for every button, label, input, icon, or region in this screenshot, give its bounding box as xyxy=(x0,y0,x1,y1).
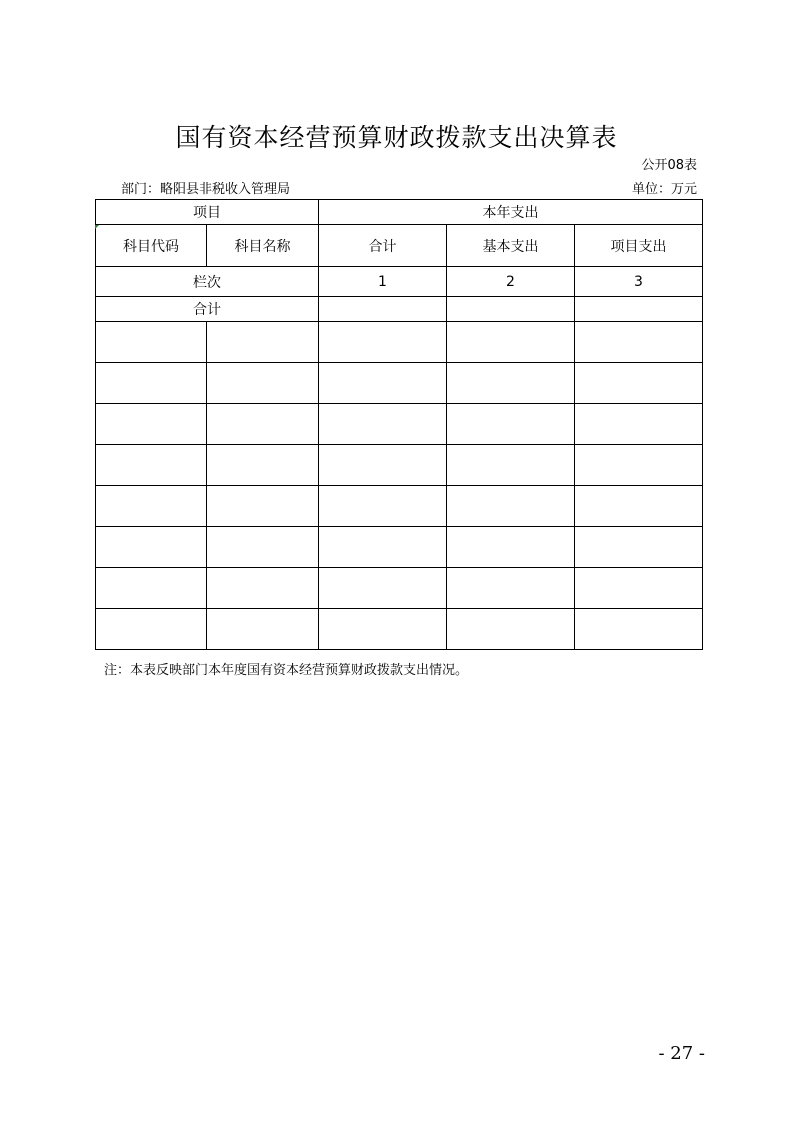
header-subject-name: 科目名称 xyxy=(207,225,319,267)
expenditure-table xyxy=(95,199,703,650)
table-cell xyxy=(447,363,575,404)
table-row xyxy=(96,609,703,650)
table-cell xyxy=(207,363,319,404)
header-basic-expenditure: 基本支出 xyxy=(447,225,575,267)
table-cell xyxy=(319,486,447,527)
page-title: 国有资本经营预算财政拨款支出决算表 xyxy=(175,123,618,152)
table-cell xyxy=(96,568,207,609)
table-cell xyxy=(447,486,575,527)
table-cell xyxy=(447,404,575,445)
table-row xyxy=(96,322,703,363)
table-cell xyxy=(319,404,447,445)
table-cell xyxy=(319,445,447,486)
table-cell xyxy=(207,527,319,568)
table-cell xyxy=(447,609,575,650)
table-note: 注：本表反映部门本年度国有资本经营预算财政拨款支出情况。 xyxy=(104,663,469,678)
column-number-3: 3 xyxy=(575,267,703,297)
table-cell xyxy=(319,609,447,650)
table-cell xyxy=(575,486,703,527)
table-cell xyxy=(96,527,207,568)
table-cell xyxy=(96,363,207,404)
header-row-2 xyxy=(96,225,703,267)
header-year-expenditure: 本年支出 xyxy=(319,200,703,225)
header-total: 合计 xyxy=(319,225,447,267)
total-project-value xyxy=(575,297,703,322)
table-row xyxy=(96,445,703,486)
table-cell xyxy=(207,322,319,363)
column-number-row xyxy=(96,267,703,297)
header-row-1 xyxy=(96,200,703,225)
table-cell xyxy=(575,363,703,404)
table-cell xyxy=(447,568,575,609)
page-number: - 27 - xyxy=(658,1043,705,1064)
table-cell xyxy=(207,568,319,609)
table-cell xyxy=(207,445,319,486)
header-project-expenditure: 项目支出 xyxy=(575,225,703,267)
total-basic-value xyxy=(447,297,575,322)
table-cell xyxy=(575,527,703,568)
table-row xyxy=(96,568,703,609)
total-label: 合计 xyxy=(96,297,319,322)
table-cell xyxy=(319,568,447,609)
cell-comment-marker xyxy=(95,225,99,229)
table-cell xyxy=(447,527,575,568)
table-cell xyxy=(575,609,703,650)
total-value xyxy=(319,297,447,322)
table-row xyxy=(96,363,703,404)
table-cell xyxy=(575,404,703,445)
form-code: 公开08表 xyxy=(641,158,697,173)
table-cell xyxy=(96,609,207,650)
table-cell xyxy=(575,322,703,363)
total-row xyxy=(96,297,703,322)
table-cell xyxy=(447,322,575,363)
column-number-2: 2 xyxy=(447,267,575,297)
header-item: 项目 xyxy=(96,200,319,225)
column-number-1: 1 xyxy=(319,267,447,297)
table-cell xyxy=(207,486,319,527)
table-body xyxy=(96,322,703,650)
header-subject-code: 科目代码 xyxy=(96,225,207,267)
table-cell xyxy=(319,527,447,568)
unit-label: 单位：万元 xyxy=(631,182,697,197)
table-cell xyxy=(447,445,575,486)
table-cell xyxy=(207,404,319,445)
table-cell xyxy=(207,609,319,650)
table-row xyxy=(96,527,703,568)
table-cell xyxy=(96,486,207,527)
table-cell xyxy=(575,568,703,609)
row-label-lanci: 栏次 xyxy=(96,267,319,297)
table-cell xyxy=(319,363,447,404)
table-row xyxy=(96,486,703,527)
table-cell xyxy=(96,445,207,486)
table-cell xyxy=(319,322,447,363)
table-row xyxy=(96,404,703,445)
department-label: 部门：略阳县非税收入管理局 xyxy=(121,182,291,197)
table-cell xyxy=(96,404,207,445)
table-cell xyxy=(96,322,207,363)
table-cell xyxy=(575,445,703,486)
